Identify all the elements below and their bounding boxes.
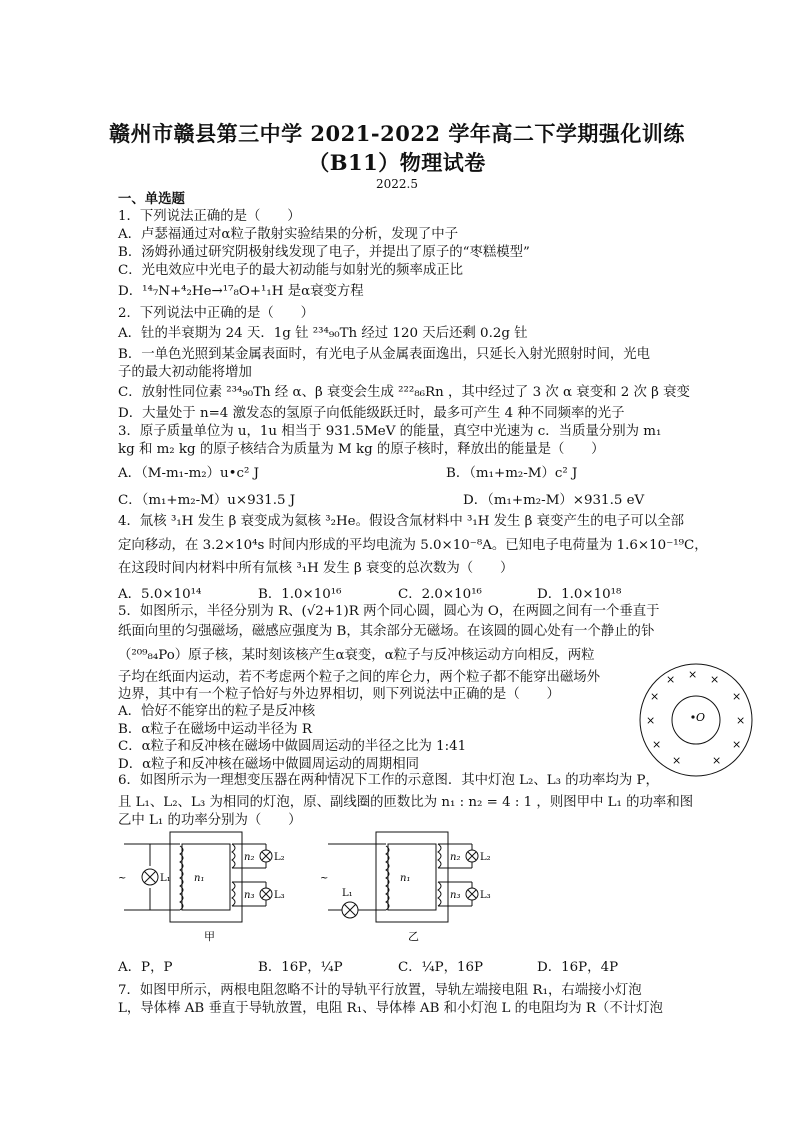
q6-option-b: B．16P，¼P — [258, 960, 343, 975]
q2-option-c: C．放射性同位素 ²³⁴₉₀Th 经 α、β 衰变会生成 ²²²₈₆Rn ，其中经过了 3 次 α 衰变和 2 次 β 衰变 — [118, 385, 690, 400]
q4-option-d: D．1.0×10¹⁸ — [537, 587, 622, 602]
label-l3: L₃ — [274, 890, 285, 901]
center-label: O — [696, 711, 706, 724]
q5-stem-line2: 纸面向里的匀强磁场，磁感应强度为 B，其余部分无磁场。在该圆的圆心处有一个静止的钋 — [118, 624, 655, 639]
secondary-coil-n3 — [232, 882, 235, 906]
field-mark: × — [646, 714, 656, 727]
field-mark: × — [732, 690, 742, 703]
q1-option-a: A．卢瑟福通过对α粒子散射实验结果的分析，发现了中子 — [118, 227, 459, 242]
q7-stem-line1: 7．如图甲所示，两根电阻忽略不计的导轨平行放置，导轨左端接电阻 R₁，右端接小灯泡 — [118, 983, 642, 998]
q5-stem-line1: 5．如图所示，半径分别为 R、(√2+1)R 两个同心圆，圆心为 O，在两圆之间有一个垂直于 — [118, 604, 660, 619]
q6-stem-line1: 6．如图所示为一理想变压器在两种情况下工作的示意图．其中灯泡 L₂、L₃ 的功率均为 P， — [118, 773, 659, 788]
lamp-cross — [144, 871, 156, 883]
figure-caption-b: 乙 — [408, 930, 419, 943]
q6-option-c: C．¼P，16P — [398, 960, 484, 975]
lamp-cross — [468, 890, 476, 898]
transformer-core-inner — [388, 844, 436, 910]
section-heading-single-choice: 一、单选题 — [118, 191, 185, 207]
exam-title-line2: （B11）物理试卷 — [308, 150, 486, 175]
field-mark: × — [732, 738, 742, 751]
transformer-core-inner — [182, 844, 230, 910]
field-mark: × — [710, 673, 720, 686]
label-l2: L₂ — [480, 852, 491, 863]
secondary-coil-n3 — [438, 882, 441, 906]
q4-stem-line1: 4．氚核 ³₁H 发生 β 衰变成为氦核 ³₂He。假设含氚材料中 ³₁H 发生 β 衰变产生的电子可以全部 — [118, 514, 684, 529]
q4-stem-line2: 定向移动，在 3.2×10⁴s 时间内形成的平均电流为 5.0×10⁻⁸A。已知电子电荷量为 1.6×10⁻¹⁹C， — [118, 538, 708, 553]
exam-date: 2022.5 — [376, 177, 418, 191]
q3-option-a: A．（M-m₁-m₂）u•c² J — [118, 466, 260, 481]
q5-option-a: A．恰好不能穿出的粒子是反冲核 — [118, 704, 316, 719]
q2-option-b-line2: 子的最大初动能将增加 — [118, 365, 252, 380]
q4-option-a: A．5.0×10¹⁴ — [118, 587, 202, 602]
q3-option-c: C．（m₁+m₂-M）u×931.5 J — [118, 493, 296, 508]
field-mark: × — [672, 754, 682, 767]
q5-stem-line4: 子均在纸面内运动，若不考虑两个粒子之间的库仑力，两个粒子都不能穿出磁场外 — [118, 670, 601, 685]
q4-stem-line3: 在这段时间内材料中所有氚核 ³₁H 发生 β 衰变的总次数为（ ） — [118, 561, 514, 576]
label-l2: L₂ — [274, 852, 285, 863]
ac-source-symbol: ~ — [118, 873, 127, 884]
q6-stem-line3: 乙中 L₁ 的功率分别为（ ） — [118, 813, 302, 828]
lamp-cross — [262, 890, 270, 898]
lamp-cross — [344, 904, 356, 916]
label-n1: n₁ — [194, 873, 205, 884]
center-point — [691, 715, 694, 718]
q6-option-d: D．16P，4P — [537, 960, 619, 975]
label-n3: n₃ — [244, 890, 255, 901]
field-mark: × — [666, 673, 676, 686]
field-mark: × — [736, 714, 746, 727]
q3-stem-line1: 3．原子质量单位为 u，1u 相当于 931.5MeV 的能量，真空中光速为 c．当质量分别为 m₁ — [118, 424, 662, 439]
q3-option-d: D．（m₁+m₂-M）×931.5 eV — [463, 493, 645, 508]
q1-stem: 1．下列说法正确的是（ ） — [118, 209, 301, 224]
secondary-coil-n2 — [438, 844, 441, 868]
q5-option-c: C．α粒子和反冲核在磁场中做圆周运动的半径之比为 1:41 — [118, 739, 467, 754]
field-mark: × — [650, 690, 660, 703]
label-n2: n₂ — [450, 852, 461, 863]
q1-option-b: B．汤姆孙通过研究阴极射线发现了电子，并提出了原子的“枣糕模型” — [118, 245, 530, 260]
label-n1: n₁ — [400, 873, 411, 884]
q6-stem-line2: 且 L₁、L₂、L₃ 为相同的灯泡，原、副线圈的匝数比为 n₁ : n₂ = 4 : 1 ，则图甲中 L₁ 的功率和图 — [118, 795, 694, 810]
q3-stem-line2: kg 和 m₂ kg 的原子核结合为质量为 M kg 的原子核时，释放出的能量是（ ） — [118, 442, 605, 457]
lamp-cross — [262, 852, 270, 860]
q2-stem: 2．下列说法中正确的是（ ） — [118, 306, 314, 321]
label-n2: n₂ — [244, 852, 255, 863]
label-n3: n₃ — [450, 890, 461, 901]
field-mark: × — [652, 738, 662, 751]
label-l3: L₃ — [480, 890, 491, 901]
q5-option-b: B．α粒子在磁场中运动半径为 R — [118, 722, 312, 737]
q5-option-d: D．α粒子和反冲核在磁场中做圆周运动的周期相同 — [118, 757, 419, 772]
secondary-coil-n2 — [232, 844, 235, 868]
q6-figure-transformer-b — [318, 826, 508, 946]
q1-option-c: C．光电效应中光电子的最大初动能与如射光的频率成正比 — [118, 263, 464, 278]
label-l1: L₁ — [160, 873, 171, 884]
q6-option-a: A．P，P — [118, 960, 173, 975]
q2-option-a: A．钍的半衰期为 24 天．1g 钍 ²³⁴₉₀Th 经过 120 天后还剩 0.2g 钍 — [118, 326, 528, 341]
q4-option-c: C．2.0×10¹⁶ — [398, 587, 482, 602]
q5-stem-line5: 边界，其中有一个粒子恰好与外边界相切，则下列说法中正确的是（ ） — [118, 687, 560, 702]
lamp-cross — [468, 852, 476, 860]
q5-figure-concentric-field — [636, 660, 756, 780]
label-l1: L₁ — [342, 888, 353, 899]
ac-source-symbol: ~ — [320, 873, 329, 884]
field-mark: × — [712, 754, 722, 767]
q7-stem-line2: L，导体棒 AB 垂直于导轨放置，电阻 R₁、导体棒 AB 和小灯泡 L 的电阻均为 R（不计灯泡 — [118, 1001, 663, 1016]
figure-caption-a: 甲 — [204, 930, 215, 943]
q3-option-b: B．（m₁+m₂-M）c² J — [446, 466, 578, 481]
q1-option-d: D．¹⁴₇N+⁴₂He→¹⁷₈O+¹₁H 是α衰变方程 — [118, 284, 364, 299]
q2-option-b-line1: B．一单色光照到某金属表面时，有光电子从金属表面逸出，只延长入射光照射时间，光电 — [118, 347, 651, 362]
field-mark: × — [688, 668, 698, 681]
q6-figure-transformer-a — [118, 826, 308, 946]
q4-option-b: B．1.0×10¹⁶ — [258, 587, 342, 602]
exam-title-line1: 赣州市赣县第三中学 2021-2022 学年高二下学期强化训练 — [109, 121, 685, 146]
q2-option-d: D．大量处于 n=4 激发态的氢原子向低能级跃迁时，最多可产生 4 种不同频率的光子 — [118, 406, 625, 421]
q5-stem-line3: （²⁰⁹₈₄Po）原子核，某时刻该核产生α衰变，α粒子与反冲核运动方向相反，两粒 — [118, 648, 595, 663]
